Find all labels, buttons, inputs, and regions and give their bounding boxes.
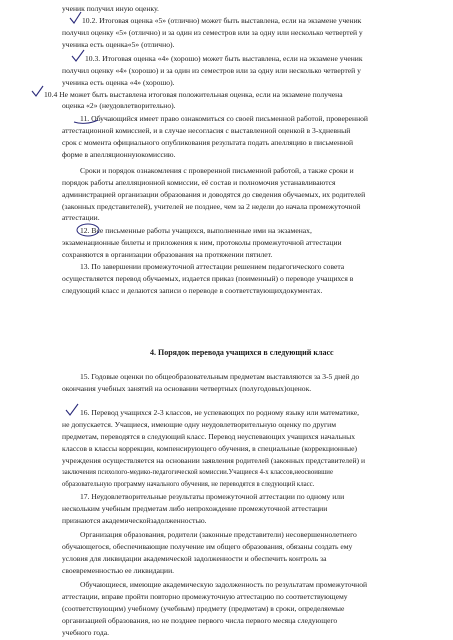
text-line: условия для ликвидации академической задолженности и обеспечить контроль за — [62, 554, 327, 563]
text-line: 11. Обучающийся имеет право ознакомиться со своей письменной работой, проверенной — [80, 114, 368, 123]
text-line: аттестационной комиссией, и в случае несогласия с выставленной оценкой в 3-хдневный — [62, 126, 351, 135]
text-line: учреждения осуществляется на основании заявления родителей (законных представителей) и — [62, 456, 366, 465]
text-line: срок с момента официального опубликования результата подать апелляцию в письменной — [62, 138, 354, 147]
text-line: оценка «2» (неудовлетворительно). — [62, 101, 176, 110]
text-line: Обучающиеся, имеющие академическую задолженность по результатам промежуточной — [80, 580, 368, 589]
text-line: Сроки и порядок ознакомления с проверенной письменной работой, а также сроки и — [80, 166, 354, 175]
text-line: обучающегося, обеспечивающие получение им общего образования, обязаны создать ему — [62, 542, 353, 551]
text-line: учебного года. — [62, 628, 109, 637]
text-line: администрацией организации образования и доводятся до сведения обучаемых, их родителей — [62, 190, 366, 199]
text-line: не допускается. Учащиеся, имеющие одну неудовлетворительную оценку по другим — [62, 420, 337, 429]
text-line: ученика есть оценка «4» (хорошо). — [62, 78, 175, 87]
text-line: признаются академическойзадолженностью. — [62, 516, 207, 525]
text-line: ученик получил иную оценку. — [62, 4, 159, 13]
text-line: следующий класс и делаются записи о переводе в соответствующихдокументах. — [62, 286, 323, 295]
text-line: 10.3. Итоговая оценка «4» (хорошо) может быть выставлена, если на экзамене ученик — [85, 54, 363, 63]
text-line: своевременностью ее ликвидации. — [62, 566, 175, 575]
section-heading: 4. Порядок перевода учащихся в следующий класс — [150, 348, 334, 357]
text-line: сохраняются в организации образования на протяжении пятилет. — [62, 250, 273, 259]
text-line: ученика есть оценка«5» (отлично). — [62, 40, 175, 49]
text-line: Организация образования, родители (законные представители) несовершеннолетнего — [80, 530, 357, 539]
text-line: окончания учебных занятий на основании четвертных (полугодовых)оценок. — [62, 384, 312, 393]
text-line: получил оценку «5» (отлично) и за один из семестров или за одну или несколько четвертей у — [62, 28, 363, 37]
text-line: осуществляется перевод обучаемых, издается приказ (поименный) о переводе учащихся в — [62, 274, 354, 283]
text-line: (соответствующим) учебному (учебным) предмету (предметам) в сроки, определяемые — [62, 604, 345, 613]
text-line: 12. Все письменные работы учащихся, выполненные ими на экзаменах, — [80, 226, 312, 235]
text-line: 10.4 Не может быть выставлена итоговая положительная оценка, если на экзамене получена — [44, 90, 343, 99]
text-line: экзаменационные билеты и приложения к ним, протоколы промежуточной аттестации — [62, 238, 342, 247]
text-line: 16. Перевод учащихся 2-3 классов, не успевающих по родному языку или математике, — [80, 408, 359, 417]
text-line: получил оценку «4» (хорошо) и за один из семестров или за одну или несколько четвертей у — [62, 66, 361, 75]
text-line: 15. Годовые оценки по общеобразовательным предметам выставляются за 3-5 дней до — [80, 372, 360, 381]
text-line: форме в апелляционнуюкомиссию. — [62, 150, 176, 159]
text-line: порядок работы апелляционной комиссии, её состав и полномочия устанавливаются — [62, 178, 336, 187]
text-line: нескольким учебным предметам либо непрохождение промежуточной аттестации — [62, 504, 328, 513]
text-line: 17. Неудовлетворительные результаты промежуточной аттестации по одному или — [80, 492, 345, 501]
text-line: аттестации. — [62, 213, 100, 222]
text-line: 10.2. Итоговая оценка «5» (отлично) может быть выставлена, если на экзамене ученик — [82, 16, 362, 25]
text-line: 13. По завершении промежуточной аттестации решением педагогического совета — [80, 262, 345, 271]
text-line: образовательную программу начального обучения, не переводятся в следующий класс. — [62, 481, 315, 488]
text-line: заключения психолого-медико-педагогической комиссии.Учащиеся 4-х классов,неосвоившие — [62, 469, 333, 476]
text-line: аттестации, вправе пройти повторно промежуточную аттестацию по соответствующему — [62, 592, 348, 601]
text-line: классов в классы коррекции, компенсирующего обучения, в специальные (коррекционные) — [62, 444, 358, 453]
text-line: организацией образования, но не позднее первого числа первого месяца следующего — [62, 616, 338, 625]
text-line: (законных представителей), учителей не позднее, чем за 2 недели до начала промежуточной — [62, 202, 361, 211]
text-line: предметам, переводятся в следующий класс. Перевод неуспевающих учащихся начальных — [62, 432, 356, 441]
